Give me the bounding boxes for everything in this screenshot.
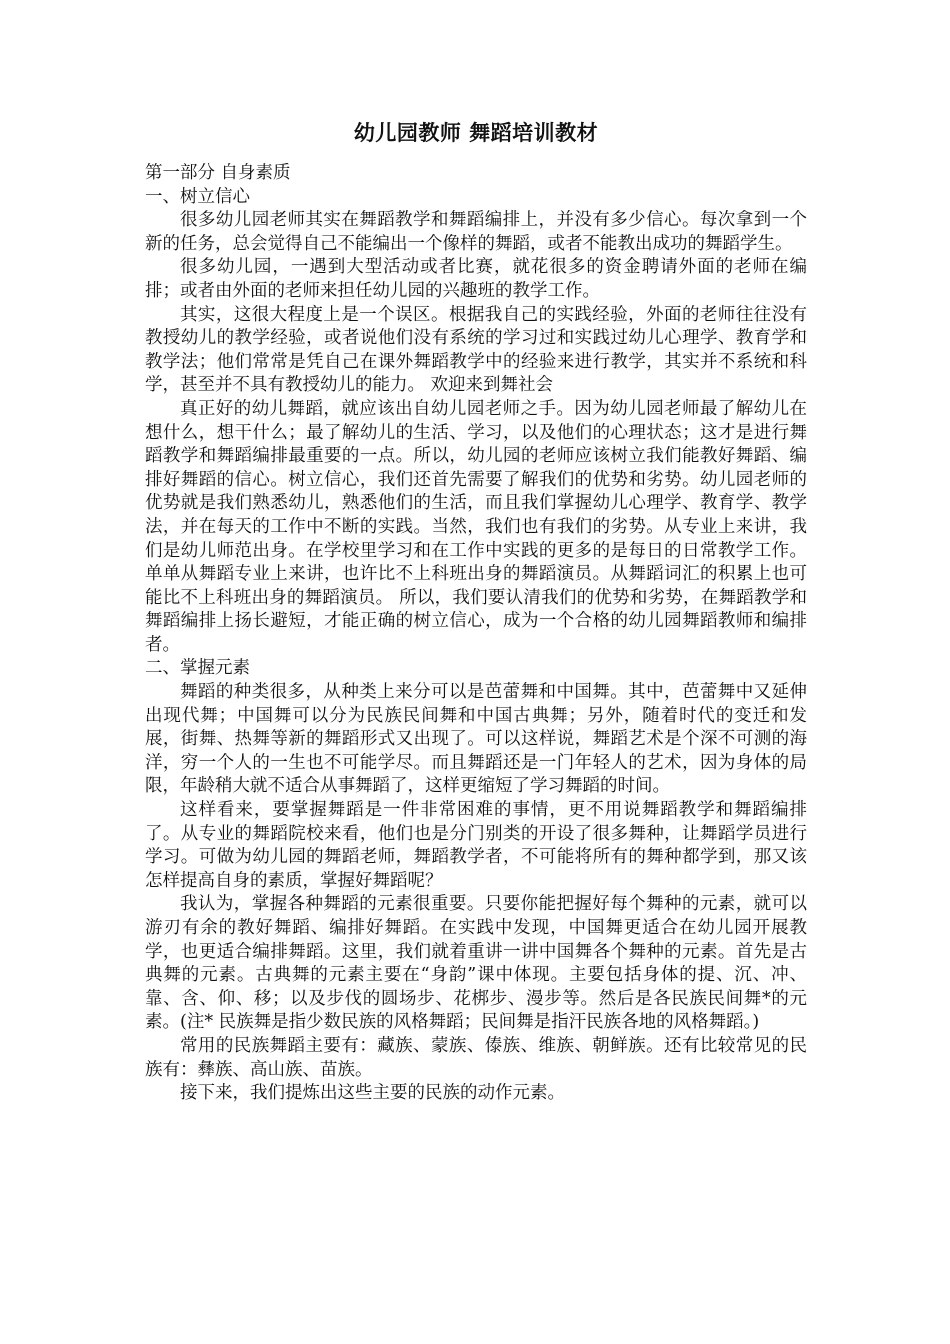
paragraph: 这样看来，要掌握舞蹈是一件非常困难的事情，更不用说舞蹈教学和舞蹈编排了。从专业的舞蹈院校来看，他们也是分门别类的开设了很多舞种，让舞蹈学员进行学习。可做为幼儿园的舞蹈老师，舞蹈教学者，不可能将所有的舞种都学到，那又该怎样提高自身的素质，掌握好舞蹈呢？ — [145, 800, 807, 891]
paragraph: 接下来，我们提炼出这些主要的民族的动作元素。 — [180, 1083, 565, 1104]
document-page — [145, 118, 807, 1106]
document-title: 幼儿园教师 舞蹈培训教材 — [353, 121, 599, 145]
paragraph: 其实，这很大程度上是一个误区。根据我自己的实践经验，外面的老师往往没有教授幼儿的教学经验，或者说他们没有系统的学习过和实践过幼儿心理学、教育学和教学法；他们常常是凭自己在课外舞蹈教学中的经验来进行教学，其实并不系统和科学，甚至并不具有教授幼儿的能力。 欢迎来到舞社会 — [145, 304, 807, 396]
paragraph: 常用的民族舞蹈主要有：藏族、蒙族、傣族、维族、朝鲜族。还有比较常见的民族有：彝族、高山族、苗族。 — [145, 1035, 807, 1080]
paragraph: 舞蹈的种类很多，从种类上来分可以是芭蕾舞和中国舞。其中，芭蕾舞中又延伸出现代舞；中国舞可以分为民族民间舞和中国古典舞；另外，随着时代的变迁和发展，街舞、热舞等新的舞蹈形式又出现了。可以这样说，舞蹈艺术是个深不可测的海洋，穷一个人的一生也不可能学尽。而且舞蹈还是一门年轻人的艺术，因为身体的局限，年龄稍大就不适合从事舞蹈了，这样更缩短了学习舞蹈的时间。 — [145, 682, 807, 797]
paragraph: 我认为，掌握各种舞蹈的元素很重要。只要你能把握好每个舞种的元素，就可以游刃有余的教好舞蹈、编排好舞蹈。在实践中发现，中国舞更适合在幼儿园开展教学，也更适合编排舞蹈。这里，我们就着重讲一讲中国舞各个舞种的元素。首先是古典舞的元素。古典舞的元素主要在“身韵”课中体现。主要包括身体的提、沉、冲、靠、含、仰、移；以及步伐的圆场步、花梆步、漫步等。然后是各民族民间舞*的元素。(注* 民族舞是指少数民族的风格舞蹈；民间舞是指汗民族各地的风格舞蹈。) — [145, 894, 807, 1033]
paragraph: 真正好的幼儿舞蹈，就应该出自幼儿园老师之手。因为幼儿园老师最了解幼儿在想什么，想干什么；最了解幼儿的生活、学习，以及他们的心理状态；这才是进行舞蹈教学和舞蹈编排最重要的一点。所以，幼儿园的老师应该树立我们能教好舞蹈、编排好舞蹈的信心。树立信心，我们还首先需要了解我们的优势和劣势。幼儿园老师的优势就是我们熟悉幼儿，熟悉他们的生活，而且我们掌握幼儿心理学、教育学、教学法，并在每天的工作中不断的实践。当然，我们也有我们的劣势。从专业上来讲，我们是幼儿师范出身。在学校里学习和在工作中实践的更多的是每日的日常教学工作。单单从舞蹈专业上来讲，也许比不上科班出身的舞蹈演员。从舞蹈词汇的积累上也可能比不上科班出身的舞蹈演员。 所以，我们要认清我们的优势和劣势，在舞蹈教学和舞蹈编排上扬长避短，才能正确的树立信心，成为一个合格的幼儿园舞蹈教师和编排者。 — [145, 398, 807, 655]
paragraph: 很多幼儿园老师其实在舞蹈教学和舞蹈编排上，并没有多少信心。每次拿到一个新的任务，总会觉得自己不能编出一个像样的舞蹈，或者不能教出成功的舞蹈学生。 — [145, 210, 807, 254]
section-heading-2: 二、掌握元素 — [145, 658, 250, 679]
section-heading-1: 一、树立信心 — [145, 186, 250, 207]
part-heading: 第一部分 自身素质 — [145, 163, 291, 183]
paragraph: 很多幼儿园，一遇到大型活动或者比赛，就花很多的资金聘请外面的老师在编排；或者由外面的老师来担任幼儿园的兴趣班的教学工作。 — [145, 257, 807, 301]
